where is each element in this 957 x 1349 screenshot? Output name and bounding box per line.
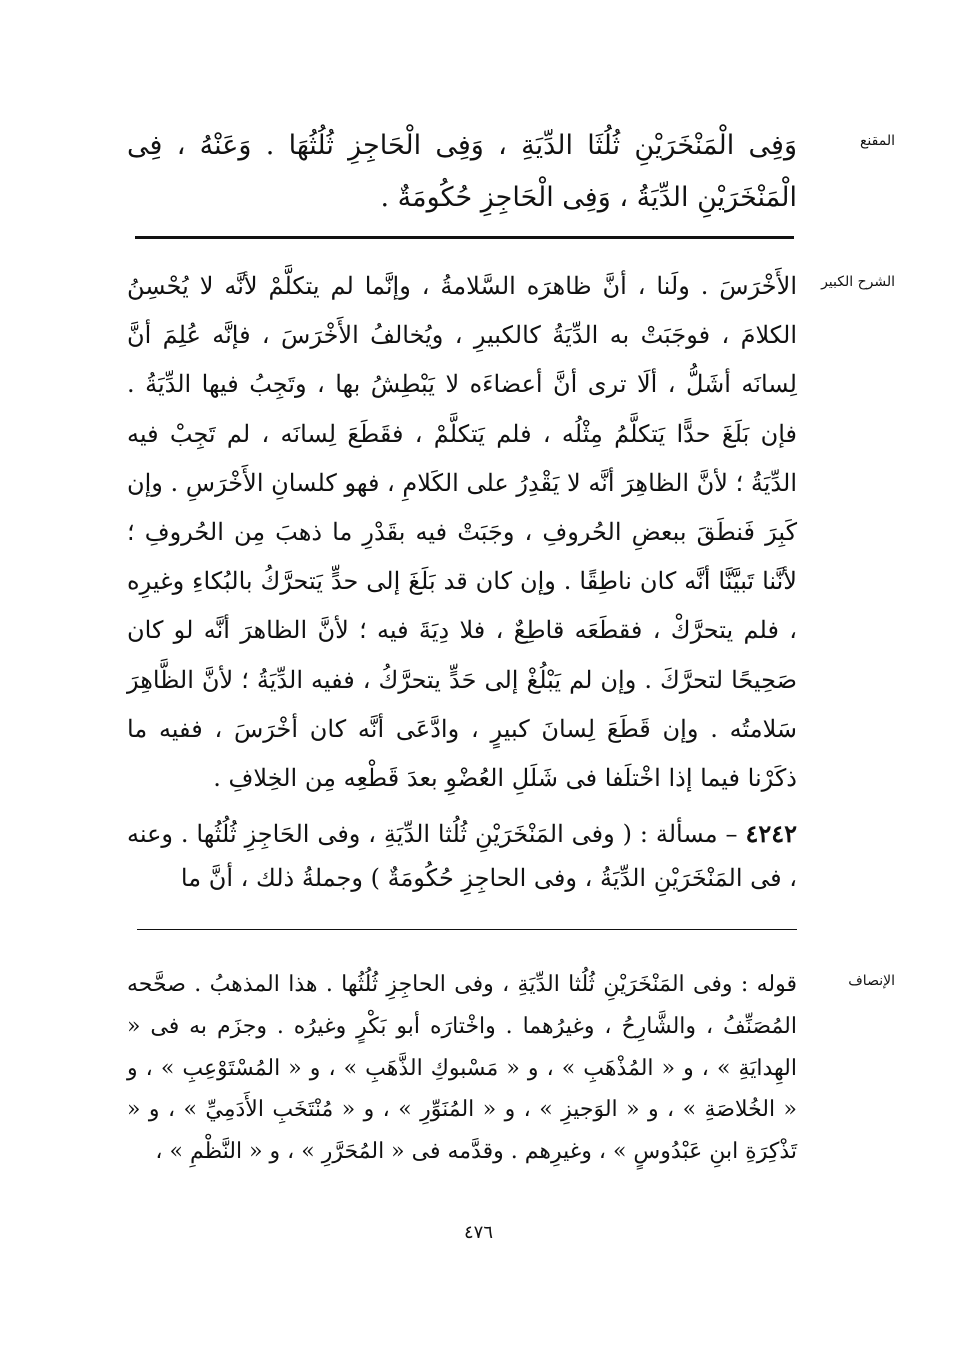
section-label-sharh: الشرح الكبير xyxy=(821,274,895,290)
masala-number: ٤٢٤٢ xyxy=(745,819,797,848)
muqni-text-block xyxy=(127,120,797,224)
masala-paragraph xyxy=(127,812,797,900)
sharh-paragraph: الأَخْرَسَ . ولَنا ، أنَّ ظاهرَه السَّلامةُ ، وإنَّما لم يتكلَّمْ لأنَّه لا يُحْسِنُ الكلامَ ، فوجَبَتْ به الدِّيَةُ كالكبيرِ ، ويُخالفُ الأَخْرَسَ ، فإنَّه عُلِمَ أنَّ لِسانَه أشَلُّ ، ألَا ترى أنَّ أعضاءَه لا يَبْطِشُ بها ، وتَجِبُ فيها الدِّيَةُ . فإن بَلَغَ حدًّا يَتكلَّمُ مِثْلُه ، فلم يَتكلَّمْ ، فقَطَعَ لِسانَه ، لم تَجِبْ فيه الدِّيَةُ ؛ لأنَّ الظاهِرَ أنَّه لا يَقْدِرُ على الكَلامِ ، فهو كلسانِ الأَخْرَسِ . وإن كَبِرَ فَنطَقَ ببعضِ الحُروفِ ، وجَبَتْ فيه بقَدْرِ ما ذهبَ مِن الحُروفِ ؛ لأنَّنا تَبيَّنَّا أنَّه كان ناطِقًا . وإن كان قد بَلَغَ إلى حدٍّ يَتحرَّكُ بالبُكاءِ وغيرِه ، فلم يتحرَّكْ ، فقطَعَه قاطِعٌ ، فلا دِيَةَ فيه ؛ لأنَّ الظاهرَ أنَّه لو كان صَحِيحًا لتحرَّكَ . وإن لم يَبْلُغْ إلى حَدٍّ يتحرَّكُ ، ففيه الدِّيَةُ ؛ لأنَّ الظَّاهِرَ سَلامتُه . وإن قَطَعَ لِسانَ كبيرٍ ، وادَّعَى أنَّه كان أخْرَسَ ، ففيه ما ذكَرْنا فيما إذا اخْتلَفا فى شَلَلِ العُضْوِ بعدَ قَطْعِه مِن الخِلافِ . xyxy=(127,272,797,793)
muqni-paragraph: وَفِى الْمَنْخَرَيْنِ ثُلُثَا الدِّيَةِ ، وَفِى الْحَاجِزِ ثُلُثُهَا . وَعَنْهُ ، فِى الْمَنْخَرَيْنِ الدِّيَةُ ، وَفِى الْحَاجِزِ حُكُومَةٌ . xyxy=(127,130,797,213)
page-number: ٤٧٦ xyxy=(463,1222,493,1243)
sharh-text-block xyxy=(127,262,797,803)
insaf-paragraph: قوله : وفى المَنْخَرَيْنِ ثُلُثا الدِّيَةِ ، وفى الحاجِزِ ثُلُثُها . هذا المذهبُ . صحَّحه المُصَنِّفُ ، والشَّارِحُ ، وغيرُهما . واخْتارَه أبو بَكْرٍ وغيرُه . وجزَم به فى « الهِدايَةِ » ، و « المُذْهَبِ » ، و « مَسْبوكِ الذَّهَبِ » ، و « المُسْتَوْعِبِ » ، و « الخُلاصَةِ » ، و « الوَجيزِ » ، و « المُنَوِّرِ » ، و « مُنْتَخَبِ الأَدَمِيِّ » ، و « تَذْكِرَةِ ابنِ عَبْدُوسٍ » ، وغيرِهم . وقدَّمه فى « المُحَرَّرِ » ، و « النَّظْمِ » ، xyxy=(127,972,797,1165)
masala-text: – مسألة : ( وفى المَنْخَرَيْنِ ثُلُثا الدِّيَةِ ، وفى الحَاجِزِ ثُلُثُها . وعنه ، فى المَنْخَرَيْنِ الدِّيَةُ ، وفى الحاجِزِ حُكُومَةٌ ) وجملةُ ذلك ، أنَّ ما xyxy=(127,820,797,892)
insaf-text-block xyxy=(127,964,797,1173)
masala-text-block xyxy=(127,812,797,900)
section-label-muqni: المقنع xyxy=(859,133,895,149)
section-divider-thick xyxy=(135,236,794,239)
section-label-insaf: الإنصاف xyxy=(848,973,895,989)
footnote-divider xyxy=(137,929,797,930)
